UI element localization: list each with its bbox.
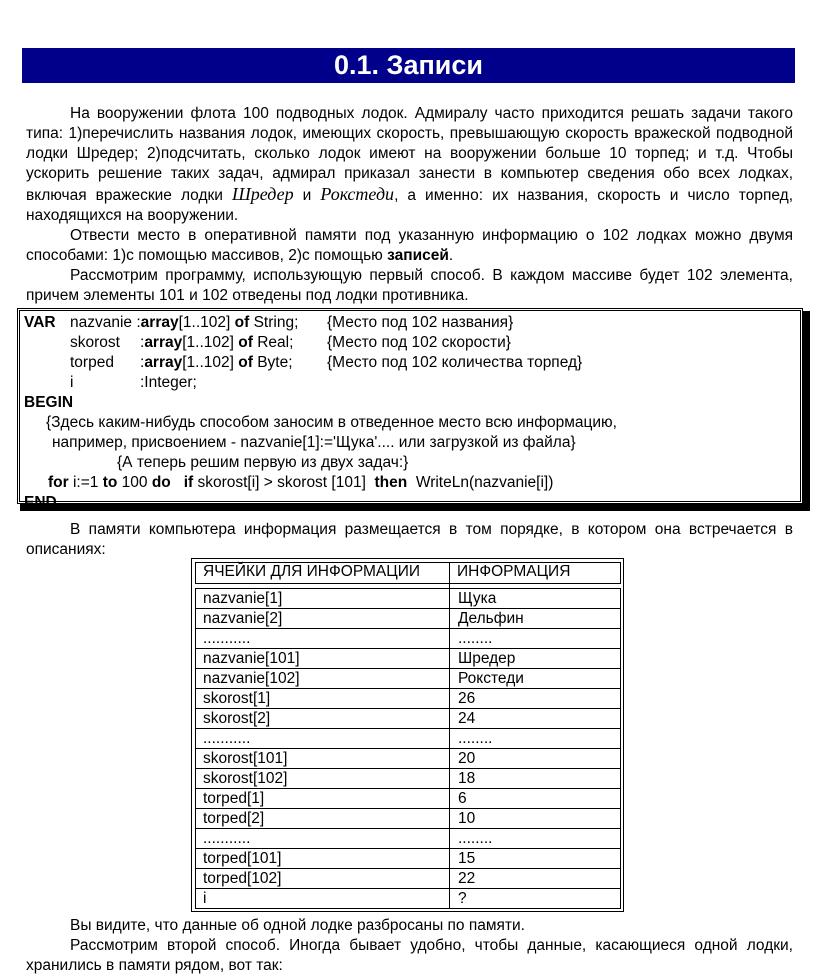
cell-value: 22 (458, 870, 476, 887)
cell-value: Щука (458, 590, 497, 607)
outro-text (26, 916, 793, 976)
intro-paragraph-3: Рассмотрим программу, использующую первый способ. В каждом массиве будет 102 элемента, причем элементы 101 и 102 отведены под лодки противника. (26, 267, 793, 304)
cell-value: ........ (458, 830, 493, 847)
intro-paragraph-1: На вооружении флота 100 подводных лодок. Адмиралу часто приходится решать задачи такого типа: 1)перечислить названия лодок, имеющих скорость, превышающую скорость вражеской подводной лодки Шредер; 2)подсчитать, сколько лодок имеют на вооружении больше 10 торпед; и т.д. Чтобы ускорить решение таких задач, адмирал приказал занести в компьютер сведения обо всех лодках, включая вражеские лодки Шредер и Рокстеди, а именно: их названия, скорость и число торпед, находящихся на вооружении. (26, 105, 794, 224)
enemy-name-rocksteady: Рокстеди (320, 184, 395, 204)
section-title: 0.1. Записи (22, 48, 795, 83)
table-row (196, 809, 620, 829)
enemy-name-shreder: Шредер (231, 184, 294, 204)
cell-value: 10 (458, 810, 476, 827)
table-row (196, 669, 620, 689)
table-row (196, 689, 620, 709)
intro-paragraph-2: Отвести место в оперативной памяти под указанную информацию о 102 лодках можно двумя способами: 1)с помощью массивов, 2)с помощью записей. (26, 227, 793, 264)
table-row (196, 709, 620, 729)
table-row (196, 849, 620, 869)
cell-value: Дельфин (458, 610, 524, 627)
intro-text (26, 104, 793, 306)
cell-name: ........... (203, 730, 251, 747)
table-row (196, 609, 620, 629)
cell-value: ? (458, 890, 467, 907)
table-row (196, 629, 620, 649)
table-row (196, 829, 620, 849)
cell-value: 26 (458, 690, 476, 707)
cell-value: ........ (458, 630, 493, 647)
cell-name: torped[101] (203, 850, 282, 867)
cell-value: ........ (458, 730, 493, 747)
table-row (196, 589, 620, 609)
cell-name: skorost[1] (203, 690, 271, 707)
cell-value: Шредер (458, 650, 516, 667)
after-code-text: В памяти компьютера информация размещается в том порядке, в котором она встречается в описаниях: (26, 521, 793, 558)
header-cells: ЯЧЕЙКИ ДЛЯ ИНФОРМАЦИИ (203, 563, 420, 580)
table-row (196, 769, 620, 789)
table-row (196, 649, 620, 669)
cell-name: torped[2] (203, 810, 265, 827)
table-row (196, 749, 620, 769)
table-row (196, 889, 620, 909)
cell-value: 15 (458, 850, 476, 867)
cell-value: 18 (458, 770, 476, 787)
cell-name: torped[102] (203, 870, 282, 887)
cell-value: 24 (458, 710, 476, 727)
cell-name: nazvanie[102] (203, 670, 300, 687)
cell-name: skorost[101] (203, 750, 288, 767)
cell-name: skorost[2] (203, 710, 271, 727)
cell-value: Рокстеди (458, 670, 524, 687)
cell-name: ........... (203, 830, 251, 847)
cell-name: nazvanie[2] (203, 610, 283, 627)
cell-name: torped[1] (203, 790, 265, 807)
header-info: ИНФОРМАЦИЯ (457, 563, 571, 580)
outro-paragraph-2: Рассмотрим второй способ. Иногда бывает удобно, чтобы данные, касающиеся одной лодки, хранились в памяти рядом, вот так: (26, 937, 793, 974)
cell-value: 20 (458, 750, 476, 767)
table-row (196, 729, 620, 749)
table-row (196, 789, 620, 809)
column-divider (449, 562, 450, 908)
outro-paragraph-1: Вы видите, что данные об одной лодке разбросаны по памяти. (70, 917, 525, 934)
cell-name: i (203, 890, 207, 907)
cell-name: skorost[102] (203, 770, 288, 787)
cell-name: nazvanie[101] (203, 650, 300, 667)
cell-value: 6 (458, 790, 467, 807)
table-body (195, 588, 621, 909)
table-row (196, 869, 620, 889)
cell-name: ........... (203, 630, 251, 647)
cell-name: nazvanie[1] (203, 590, 283, 607)
